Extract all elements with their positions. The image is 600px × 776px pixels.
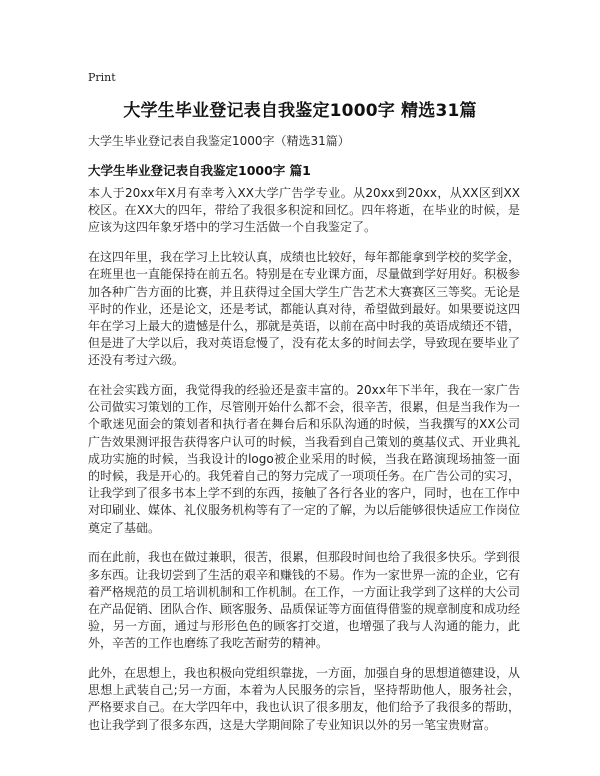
paragraph-1: 本人于20xx年X月有幸考入XX大学广告学专业。从20xx到20xx，从XX区到XX校区。在XX大的四年，带给了我很多积淀和回忆。四年将逝，在毕业的时候，是应该为这四年象牙塔中的学习生活做一个自我鉴定了。	[88, 186, 520, 235]
paragraph-2: 在这四年里，我在学习上比较认真，成绩也比较好，每年都能拿到学校的奖学金，在班里也一直能保持在前五名。特别是在专业课方面，尽量做到学好用好。积极参加各种广告方面的比赛，并且获得过全国大学生广告艺术大赛赛区三等奖。无论是平时的作业，还是论文，还是考试，都能认真对待，希望做到最好。如果要说这四年在学习上最大的遗憾是什么，那就是英语，以前在高中时我的英语成绩还不错，但是进了大学以后，我对英语怠慢了，没有花太多的时间去学，导致现在要毕业了还没有考过六级。	[88, 250, 521, 368]
document-title: 大学生毕业登记表自我鉴定1000字 精选31篇	[123, 101, 477, 121]
paragraph-5: 此外，在思想上，我也积极向党组织靠拢，一方面，加强自身的思想道德建设，从思想上武装自己;另一方面，本着为人民服务的宗旨，坚持帮助他人，服务社会，严格要求自己。在大学四年中，我也认识了很多朋友，他们给予了我很多的帮助，也让我学到了很多东西，这是大学期间除了专业知识以外的另一笔宝贵财富。	[88, 666, 521, 732]
paragraph-4: 而在此前，我也在做过兼职，很苦，很累，但那段时间也给了我很多快乐。学到很多东西。让我切尝到了生活的艰辛和赚钱的不易。作为一家世界一流的企业，它有着严格规范的员工培训机制和工作机制。在工作，一方面让我学到了这样的大公司在产品促销、团队合作、顾客服务、品质保证等方面值得借鉴的规章制度和成功经验，另一方面，通过与形形色色的顾客打交道，也增强了我与人沟通的能力，此外，辛苦的工作也磨练了我吃苦耐劳的精神。	[88, 550, 521, 651]
section-heading: 大学生毕业登记表自我鉴定1000字 篇1	[88, 163, 311, 178]
print-label[interactable]: Print	[88, 71, 116, 84]
body-text	[88, 185, 520, 746]
document-subtitle: 大学生毕业登记表自我鉴定1000字（精选31篇）	[88, 134, 350, 148]
paragraph-3: 在社会实践方面，我觉得我的经验还是蛮丰富的。20xx年下半年，我在一家广告公司做实习策划的工作，尽管刚开始什么都不会，很辛苦，很累，但是当我作为一个歌迷见面会的策划者和执行者在舞台后和乐队沟通的时候，当我撰写的XX公司广告效果测评报告获得客户认可的时候，当我看到自己策划的奠基仪式、开业典礼成功实施的时候，当我设计的logo被企业采用的时候，当我在路演现场抽签一面的时候，我是开心的。我凭着自己的努力完成了一项项任务。在广告公司的实习，让我学到了很多书本上学不到的东西，接触了各行各业的客户，同时，也在工作中对印刷业、媒体、礼仪服务机构等有了一定的了解，为以后能够很快适应工作岗位奠定了基础。	[88, 383, 521, 535]
